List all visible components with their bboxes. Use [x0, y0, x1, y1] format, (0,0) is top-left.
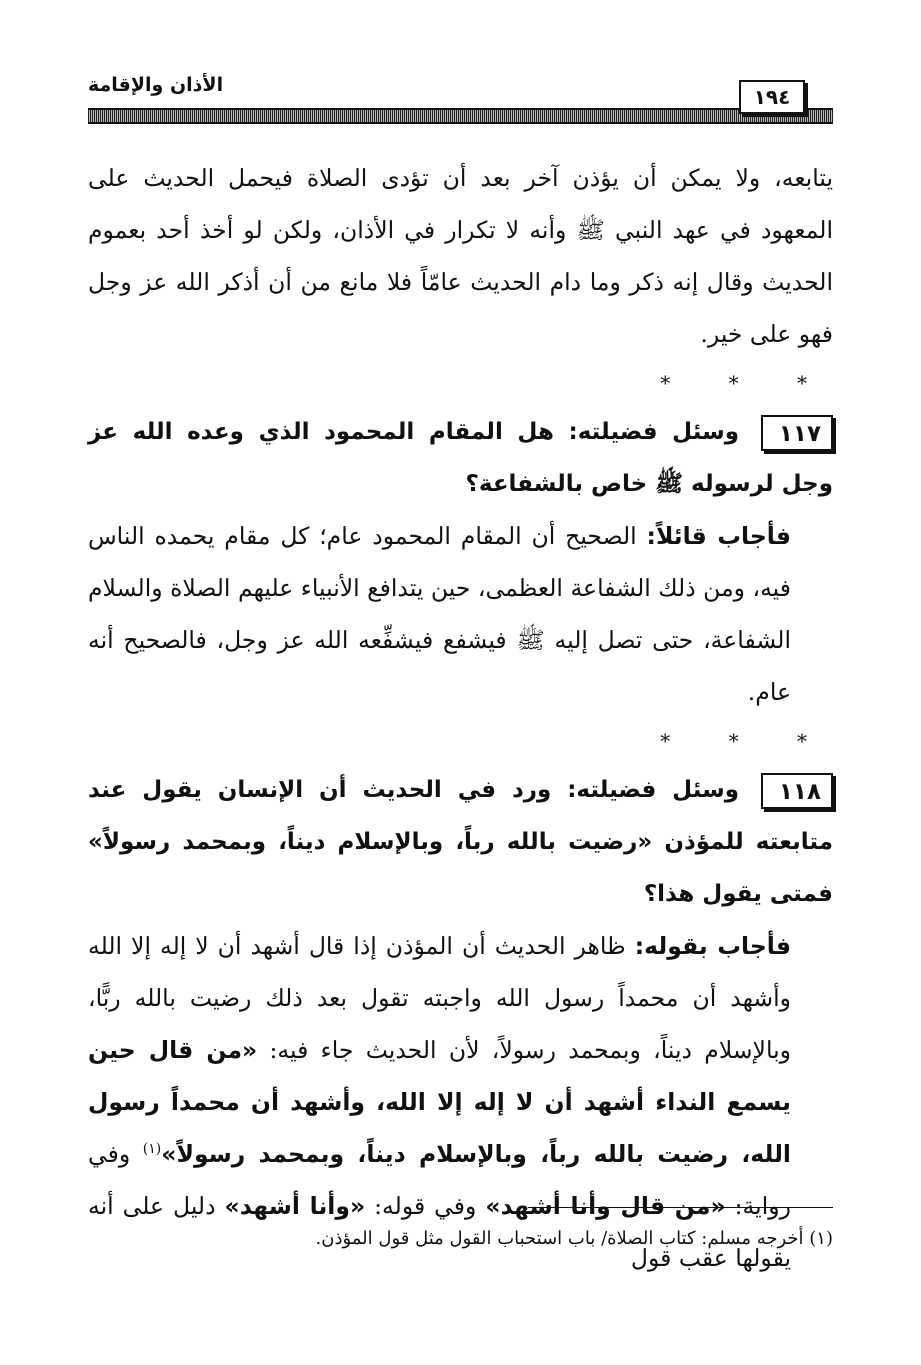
question-text: وسئل فضيلته: هل المقام المحمود الذي وعده الله عز وجل لرسوله ﷺ خاص بالشفاعة؟ [88, 419, 833, 497]
section-separator: * * * [660, 729, 833, 753]
answer-117 [88, 510, 833, 718]
answer-lead: فأجاب قائلاً: [646, 522, 791, 550]
footnote-text: أخرجه مسلم: كتاب الصلاة/ باب استحباب القول مثل قول المؤذن. [315, 1228, 804, 1249]
section-separator: * * * [660, 371, 833, 395]
question-117 [88, 406, 833, 510]
chapter-title: الأذان والإقامة [88, 74, 224, 96]
intro-paragraph: يتابعه، ولا يمكن أن يؤذن آخر بعد أن تؤدى الصلاة فيحمل الحديث على المعهود في عهد النبي ﷺ وأنه لا تكرار في الأذان، ولكن لو أخذ أحد بعموم الحديث وقال إنه ذكر وما دام الحديث عامّاً فلا مانع من أن أذكر الله عز وجل فهو على خير. [88, 164, 833, 348]
riwaya-quote: «من قال وأنا أشهد» [485, 1192, 726, 1220]
answer-text: وفي قوله: [374, 1192, 477, 1220]
footnote-rule [528, 1207, 833, 1208]
question-number-box: ١١٨ [761, 773, 833, 809]
question-text: وسئل فضيلته: ورد في الحديث أن الإنسان يقول عند متابعته للمؤذن «رضيت بالله رباً، وبالإسلام ديناً، وبمحمد رسولاً» فمتى يقول هذا؟ [88, 777, 833, 907]
page-number: ١٩٤ [739, 80, 805, 114]
question-118 [88, 764, 833, 920]
answer-text: ظاهر الحديث أن المؤذن إذا قال أشهد أن لا إله إلا الله وأشهد أن محمداً رسول الله واجبته تقول بعد ذلك رضيت بالله ربًّا، وبالإسلام ديناً، وبمحمد رسولاً، لأن الحديث جاء فيه: [88, 932, 791, 1064]
header-rule [88, 108, 833, 124]
page-body [88, 152, 833, 1284]
footnote [88, 1224, 833, 1254]
hadith-quote: «من قال حين يسمع النداء أشهد أن لا إله إلا الله، وأشهد أن محمداً رسول الله، رضيت بالله رباً، وبالإسلام ديناً، وبمحمد رسولاً» [88, 1036, 791, 1168]
answer-lead: فأجاب بقوله: [634, 932, 791, 960]
answer-text: الصحيح أن المقام المحمود عام؛ كل مقام يحمده الناس فيه، ومن ذلك الشفاعة العظمى، حين يتدافع الأنبياء عليهم الصلاة والسلام الشفاعة، حتى تصل إليه ﷺ فيشفع فيشفِّعه الله عز وجل، فالصحيح أنه عام. [88, 522, 792, 706]
answer-text: دليل على أنه يقولها عقب قول [88, 1192, 791, 1272]
footnote-ref[interactable]: (١) [142, 1141, 162, 1158]
question-number-box: ١١٧ [761, 415, 833, 451]
page-header [88, 70, 833, 130]
answer-text: وفي رواية: [88, 1140, 791, 1220]
ana-ashhad-quote: «وأنا أشهد» [224, 1192, 366, 1220]
footnote-marker: (١) [809, 1228, 833, 1249]
